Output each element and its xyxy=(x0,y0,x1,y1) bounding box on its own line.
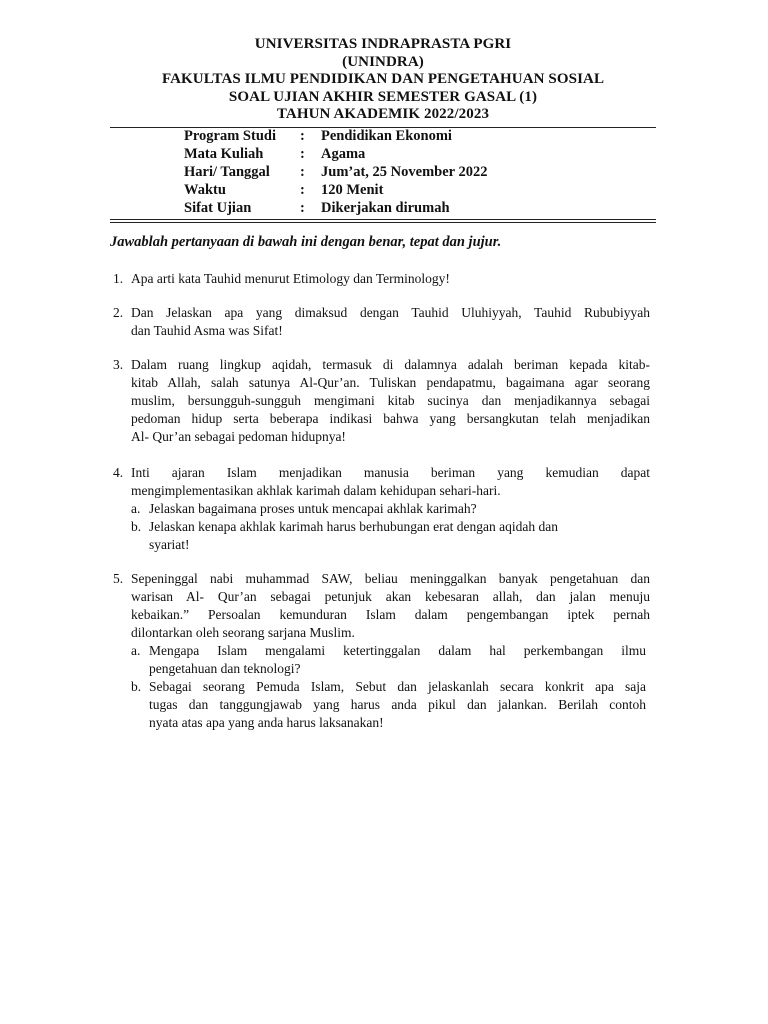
question-line: dan Tauhid Asma was Sifat! xyxy=(131,323,283,338)
info-label: Waktu xyxy=(184,182,226,198)
info-separator: : xyxy=(300,164,305,180)
sub-question-line: nyata atas apa yang anda harus laksanakan! xyxy=(149,715,384,730)
info-value: Jum’at, 25 November 2022 xyxy=(321,164,488,180)
question-2 xyxy=(113,304,650,340)
question-4 xyxy=(113,464,650,554)
info-value: Agama xyxy=(321,146,366,162)
sub-question-line: syariat! xyxy=(149,537,190,552)
info-separator: : xyxy=(300,128,305,144)
sub-question-line: Jelaskan bagaimana proses untuk mencapai akhlak karimah? xyxy=(149,501,477,516)
question-line: pedoman hidup serta beberapa indikasi bahwa yang bersangkutan telah menjadikan xyxy=(131,411,650,426)
question-line: Sepeninggal nabi muhammad SAW, beliau meninggalkan banyak pengetahuan dan xyxy=(131,571,650,586)
info-separator: : xyxy=(300,200,305,216)
question-3 xyxy=(113,356,650,446)
faculty-name: FAKULTAS ILMU PENDIDIKAN DAN PENGETAHUAN SOSIAL xyxy=(161,71,605,87)
sub-question-line: pengetahuan dan teknologi? xyxy=(149,661,301,676)
question-line: Al- Qur’an sebagai pedoman hidupnya! xyxy=(131,429,346,444)
sub-question-line: Mengapa Islam mengalami ketertinggalan dalam hal perkembangan ilmu xyxy=(149,643,646,658)
info-value: 120 Menit xyxy=(321,182,384,198)
question-text xyxy=(131,270,650,288)
exam-instruction: Jawablah pertanyaan di bawah ini dengan benar, tepat dan jujur. xyxy=(110,234,502,250)
question-text xyxy=(131,570,650,732)
sub-question-b xyxy=(131,518,650,554)
question-line: kebaikan.” Persoalan kemunduran Islam dalam pengembangan iptek pernah xyxy=(131,607,650,622)
sub-question-a xyxy=(131,642,646,678)
question-line: mengimplementasikan akhlak karimah dalam kehidupan sehari-hari. xyxy=(131,483,501,498)
sub-question-label: a. xyxy=(131,643,141,658)
info-divider-top xyxy=(110,219,656,220)
university-name: UNIVERSITAS INDRAPRASTA PGRI xyxy=(254,36,512,52)
question-line: Dalam ruang lingkup aqidah, termasuk di dalamnya adalah beriman kepada kitab- xyxy=(131,357,650,372)
university-abbreviation: (UNINDRA) xyxy=(342,53,424,70)
question-5 xyxy=(113,570,650,732)
info-value: Dikerjakan dirumah xyxy=(321,200,450,216)
question-line: warisan Al- Qur’an sebagai petunjuk akan kebesaran allah, dan jalan menuju xyxy=(131,589,650,604)
question-1 xyxy=(113,270,650,288)
info-label: Sifat Ujian xyxy=(184,200,252,216)
sub-question-label: b. xyxy=(131,679,142,694)
sub-question-line: Jelaskan kenapa akhlak karimah harus berhubungan erat dengan aqidah dan xyxy=(149,519,558,534)
question-number: 4. xyxy=(113,465,124,480)
question-line: muslim, bersungguh-sungguh mengimani kitab sucinya dan menjadikannya sebagai xyxy=(131,393,650,408)
sub-question-line: Sebagai seorang Pemuda Islam, Sebut dan jelaskanlah secara konkrit apa saja xyxy=(149,679,646,694)
question-text xyxy=(131,464,650,554)
info-label: Program Studi xyxy=(184,128,276,144)
sub-question-a xyxy=(131,500,650,518)
question-text xyxy=(131,356,650,446)
info-separator: : xyxy=(300,146,305,162)
question-line: Dan Jelaskan apa yang dimaksud dengan Tauhid Uluhiyyah, Tauhid Rububiyyah xyxy=(131,305,650,320)
question-line: kitab Allah, salah satunya Al-Qur’an. Tuliskan pendapatmu, bagaimana agar seorang xyxy=(131,375,650,390)
question-line: Apa arti kata Tauhid menurut Etimology dan Terminology! xyxy=(131,271,450,286)
sub-question-b xyxy=(131,678,646,732)
question-text xyxy=(131,304,650,340)
info-label: Mata Kuliah xyxy=(184,146,264,162)
question-number: 5. xyxy=(113,571,124,586)
question-line: Inti ajaran Islam menjadikan manusia beriman yang kemudian dapat xyxy=(131,465,650,480)
info-label: Hari/ Tanggal xyxy=(184,164,270,180)
info-separator: : xyxy=(300,182,305,198)
question-number: 1. xyxy=(113,271,124,286)
question-number: 2. xyxy=(113,305,124,320)
exam-header xyxy=(110,36,656,124)
exam-title: SOAL UJIAN AKHIR SEMESTER GASAL (1) xyxy=(228,88,538,105)
academic-year: TAHUN AKADEMIK 2022/2023 xyxy=(276,106,490,122)
info-value: Pendidikan Ekonomi xyxy=(321,128,452,144)
sub-question-label: a. xyxy=(131,501,141,516)
question-line: dilontarkan oleh seorang sarjana Muslim. xyxy=(131,625,355,640)
sub-question-line: tugas dan tanggungjawab yang harus anda pikul dan jalankan. Berilah contoh xyxy=(149,697,646,712)
question-number: 3. xyxy=(113,357,124,372)
sub-question-label: b. xyxy=(131,519,142,534)
info-divider-bottom xyxy=(110,222,656,223)
